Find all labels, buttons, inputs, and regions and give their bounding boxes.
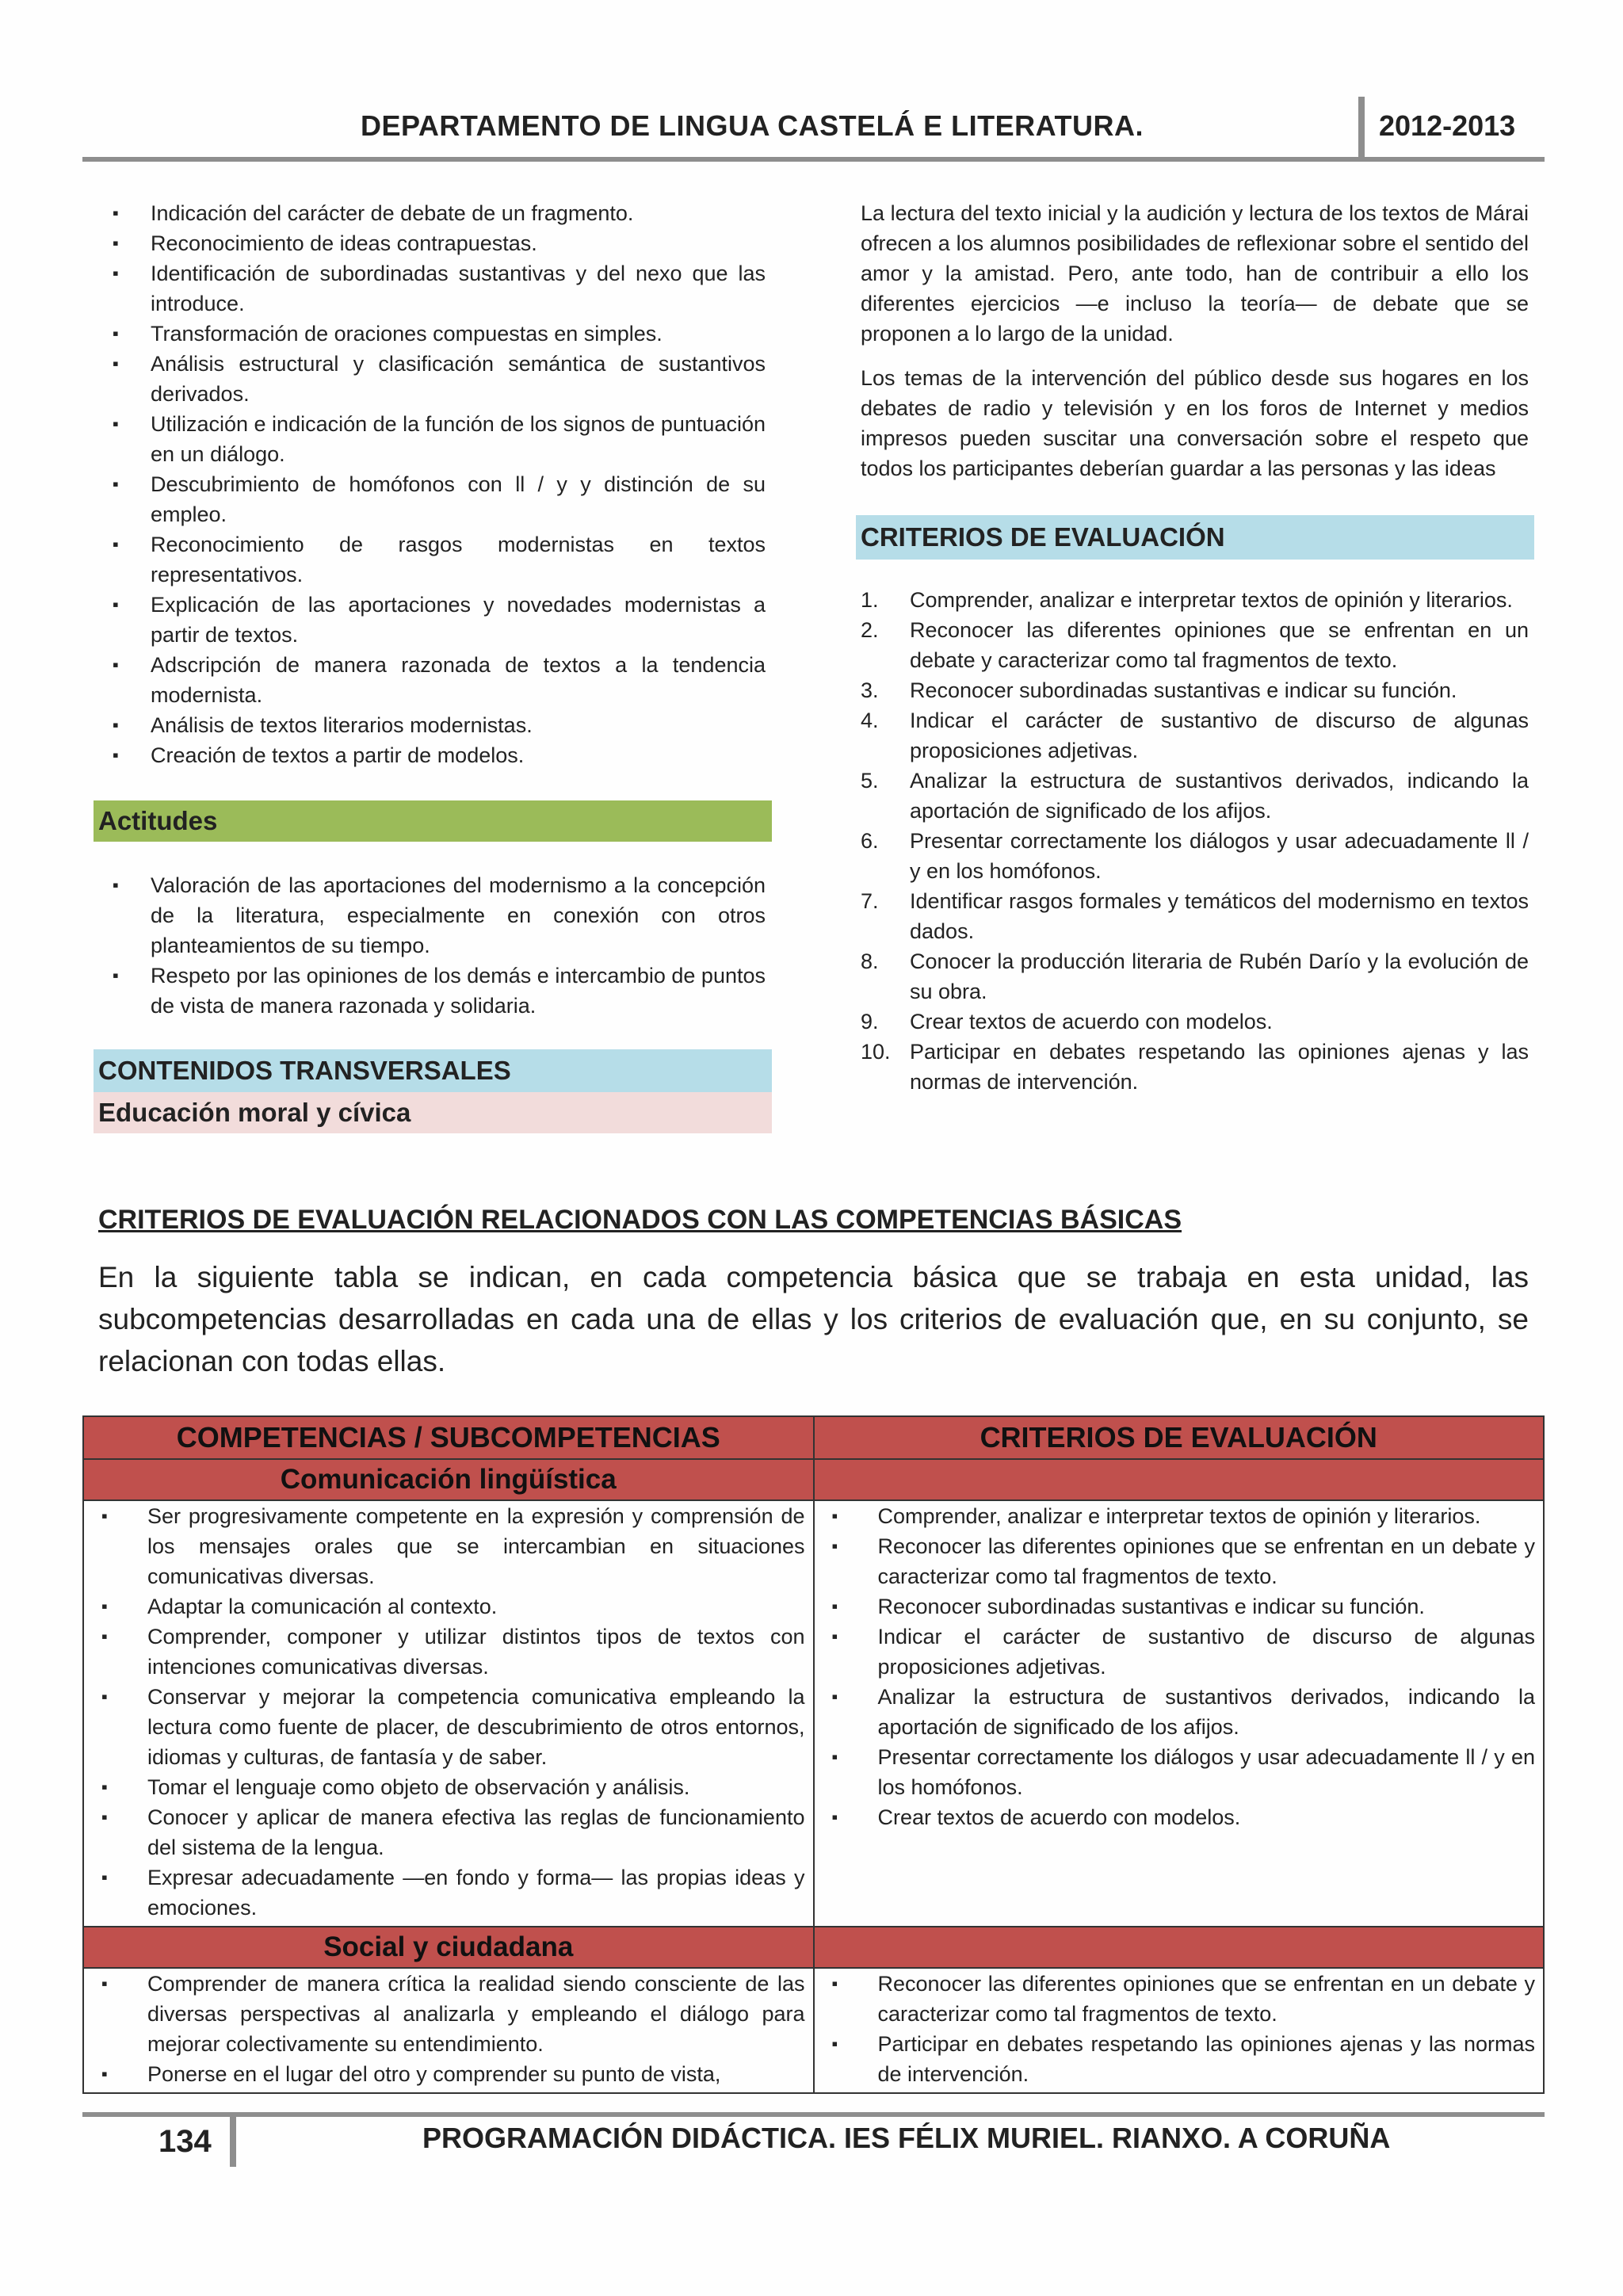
list-item: ▪ Identificación de subordinadas sustantivas y del nexo que las introduce. bbox=[98, 258, 766, 319]
list-item: ▪ Expresar adecuadamente —en fondo y forma— las propias ideas y emociones. bbox=[92, 1862, 805, 1923]
list-item: 2. Reconocer las diferentes opiniones que se enfrentan en un debate y caracterizar como tal fragmentos de texto. bbox=[861, 615, 1529, 675]
actitudes-heading: Actitudes bbox=[94, 800, 772, 842]
right-column bbox=[861, 198, 1529, 498]
competencias-table bbox=[82, 1415, 1545, 2094]
criterios-cell bbox=[814, 1500, 1545, 1927]
list-item: ▪ Presentar correctamente los diálogos y usar adecuadamente ll / y en los homófonos. bbox=[823, 1742, 1536, 1802]
list-item: ▪ Explicación de las aportaciones y novedades modernistas a partir de textos. bbox=[98, 590, 766, 650]
list-item: ▪ Análisis de textos literarios modernistas. bbox=[98, 710, 766, 740]
list-item: 4. Indicar el carácter de sustantivo de discurso de algunas proposiciones adjetivas. bbox=[861, 705, 1529, 766]
group-name: Comunicación lingüística bbox=[83, 1459, 814, 1500]
list-item: ▪ Comprender, analizar e interpretar textos de opinión y literarios. bbox=[823, 1501, 1536, 1531]
list-item: ▪ Ponerse en el lugar del otro y comprender su punto de vista, bbox=[92, 2059, 805, 2089]
header-title: DEPARTAMENTO DE LINGUA CASTELÁ E LITERATURA. bbox=[361, 109, 1144, 142]
list-item: ▪ Reconocer las diferentes opiniones que se enfrentan en un debate y caracterizar como tal fragmentos de texto. bbox=[823, 1531, 1536, 1591]
list-item: ▪ Indicar el carácter de sustantivo de discurso de algunas proposiciones adjetivas. bbox=[823, 1622, 1536, 1682]
footer-divider bbox=[230, 2115, 236, 2167]
section-title: CRITERIOS DE EVALUACIÓN RELACIONADOS CON LAS COMPETENCIAS BÁSICAS bbox=[98, 1205, 1182, 1235]
criterios-heading: CRITERIOS DE EVALUACIÓN bbox=[856, 515, 1534, 560]
list-item: ▪ Reconocimiento de rasgos modernistas en textos representativos. bbox=[98, 529, 766, 590]
table-row bbox=[83, 1500, 1544, 1927]
page-number: 134 bbox=[158, 2124, 212, 2159]
subcompetencias-cell bbox=[83, 1500, 814, 1927]
list-item: ▪ Comprender, componer y utilizar distintos tipos de textos con intenciones comunicativas diversas. bbox=[92, 1622, 805, 1682]
table-row bbox=[83, 1968, 1544, 2093]
list-item: ▪ Respeto por las opiniones de los demás e intercambio de puntos de vista de manera razonada y solidaria. bbox=[98, 961, 766, 1021]
list-item: ▪ Ser progresivamente competente en la expresión y comprensión de los mensajes orales que se intercambian en situaciones comunicativas diversas. bbox=[92, 1501, 805, 1591]
list-item: ▪ Valoración de las aportaciones del modernismo a la concepción de la literatura, especialmente en conexión con otros planteamientos de su tiempo. bbox=[98, 870, 766, 961]
list-item: ▪ Participar en debates respetando las opiniones ajenas y las normas de intervención. bbox=[823, 2029, 1536, 2089]
list-item: ▪ Adaptar la comunicación al contexto. bbox=[92, 1591, 805, 1622]
header-rule bbox=[82, 157, 1545, 162]
group-name-empty bbox=[814, 1927, 1545, 1968]
paragraph: Los temas de la intervención del público desde sus hogares en los debates de radio y televisión y en los foros de Internet y medios impresos pueden suscitar una conversación sobre el respeto que todos los participantes deberían guardar a las personas y las ideas bbox=[861, 366, 1529, 480]
list-item: ▪ Reconocimiento de ideas contrapuestas. bbox=[98, 228, 766, 258]
group-name-empty bbox=[814, 1459, 1545, 1500]
list-item: ▪ Comprender de manera crítica la realidad siendo consciente de las diversas perspectivas al analizarla y empleando el diálogo para mejorar colectivamente su entendimiento. bbox=[92, 1969, 805, 2059]
list-item: 9. Crear textos de acuerdo con modelos. bbox=[861, 1007, 1529, 1037]
table-header-row bbox=[83, 1416, 1544, 1459]
list-item: ▪ Analizar la estructura de sustantivos derivados, indicando la aportación de significado de los afijos. bbox=[823, 1682, 1536, 1742]
list-item: ▪ Descubrimiento de homófonos con ll / y y distinción de su empleo. bbox=[98, 469, 766, 529]
list-item: 8. Conocer la producción literaria de Rubén Darío y la evolución de su obra. bbox=[861, 946, 1529, 1007]
subcompetencias-cell bbox=[83, 1968, 814, 2093]
list-item: 7. Identificar rasgos formales y temáticos del modernismo en textos dados. bbox=[861, 886, 1529, 946]
list-item: 1. Comprender, analizar e interpretar textos de opinión y literarios. bbox=[861, 585, 1529, 615]
group-header-row bbox=[83, 1459, 1544, 1500]
left-column bbox=[98, 198, 766, 770]
transversales-heading: CONTENIDOS TRANSVERSALES bbox=[94, 1049, 772, 1092]
footer-rule bbox=[82, 2112, 1545, 2117]
list-item: 6. Presentar correctamente los diálogos y usar adecuadamente ll / y en los homófonos. bbox=[861, 826, 1529, 886]
list-item: 3. Reconocer subordinadas sustantivas e indicar su función. bbox=[861, 675, 1529, 705]
list-item: ▪ Adscripción de manera razonada de textos a la tendencia modernista. bbox=[98, 650, 766, 710]
list-item: ▪ Crear textos de acuerdo con modelos. bbox=[823, 1802, 1536, 1832]
header-divider bbox=[1358, 97, 1365, 160]
list-item: ▪ Conservar y mejorar la competencia comunicativa empleando la lectura como fuente de placer, de descubrimiento de otros entornos, idiomas y culturas, de fantasía y de saber. bbox=[92, 1682, 805, 1772]
list-item: ▪ Creación de textos a partir de modelos. bbox=[98, 740, 766, 770]
criterios-list bbox=[861, 585, 1529, 1097]
actitudes-list bbox=[98, 870, 766, 1021]
list-item: ▪ Tomar el lenguaje como objeto de observación y análisis. bbox=[92, 1772, 805, 1802]
procedimientos-list bbox=[98, 198, 766, 770]
list-item: 5. Analizar la estructura de sustantivos derivados, indicando la aportación de significado de los afijos. bbox=[861, 766, 1529, 826]
criterios-cell bbox=[814, 1968, 1545, 2093]
list-item: ▪ Utilización e indicación de la función de los signos de puntuación en un diálogo. bbox=[98, 409, 766, 469]
group-header-row bbox=[83, 1927, 1544, 1968]
list-item: 10. Participar en debates respetando las opiniones ajenas y las normas de intervención. bbox=[861, 1037, 1529, 1097]
list-item: ▪ Indicación del carácter de debate de un fragmento. bbox=[98, 198, 766, 228]
section-intro: En la siguiente tabla se indican, en cada competencia básica que se trabaja en esta unidad, las subcompetencias desarrolladas en cada una de ellas y los criterios de evaluación que, en su conjunto, se relacionan con todas ellas. bbox=[98, 1261, 1529, 1377]
criterios-block bbox=[861, 585, 1529, 1097]
list-item: ▪ Transformación de oraciones compuestas en simples. bbox=[98, 319, 766, 349]
group-name: Social y ciudadana bbox=[83, 1927, 814, 1968]
list-item: ▪ Análisis estructural y clasificación semántica de sustantivos derivados. bbox=[98, 349, 766, 409]
list-item: ▪ Conocer y aplicar de manera efectiva las reglas de funcionamiento del sistema de la lengua. bbox=[92, 1802, 805, 1862]
footer-text: PROGRAMACIÓN DIDÁCTICA. IES FÉLIX MURIEL. RIANXO. A CORUÑA bbox=[422, 2122, 1391, 2154]
column-header: COMPETENCIAS / SUBCOMPETENCIAS bbox=[83, 1416, 814, 1459]
header-year: 2012-2013 bbox=[1379, 109, 1516, 142]
column-header: CRITERIOS DE EVALUACIÓN bbox=[814, 1416, 1545, 1459]
paragraph: La lectura del texto inicial y la audición y lectura de los textos de Márai ofrecen a los alumnos posibilidades de reflexionar sobre el sentido del amor y la amistad. Pero, ante todo, han de contribuir a ello los diferentes ejercicios —e incluso la teoría— de debate que se proponen a lo largo de la unidad. bbox=[861, 201, 1529, 346]
list-item: ▪ Reconocer las diferentes opiniones que se enfrentan en un debate y caracterizar como tal fragmentos de texto. bbox=[823, 1969, 1536, 2029]
educacion-heading: Educación moral y cívica bbox=[94, 1092, 772, 1133]
actitudes-block bbox=[98, 870, 766, 1021]
list-item: ▪ Reconocer subordinadas sustantivas e indicar su función. bbox=[823, 1591, 1536, 1622]
